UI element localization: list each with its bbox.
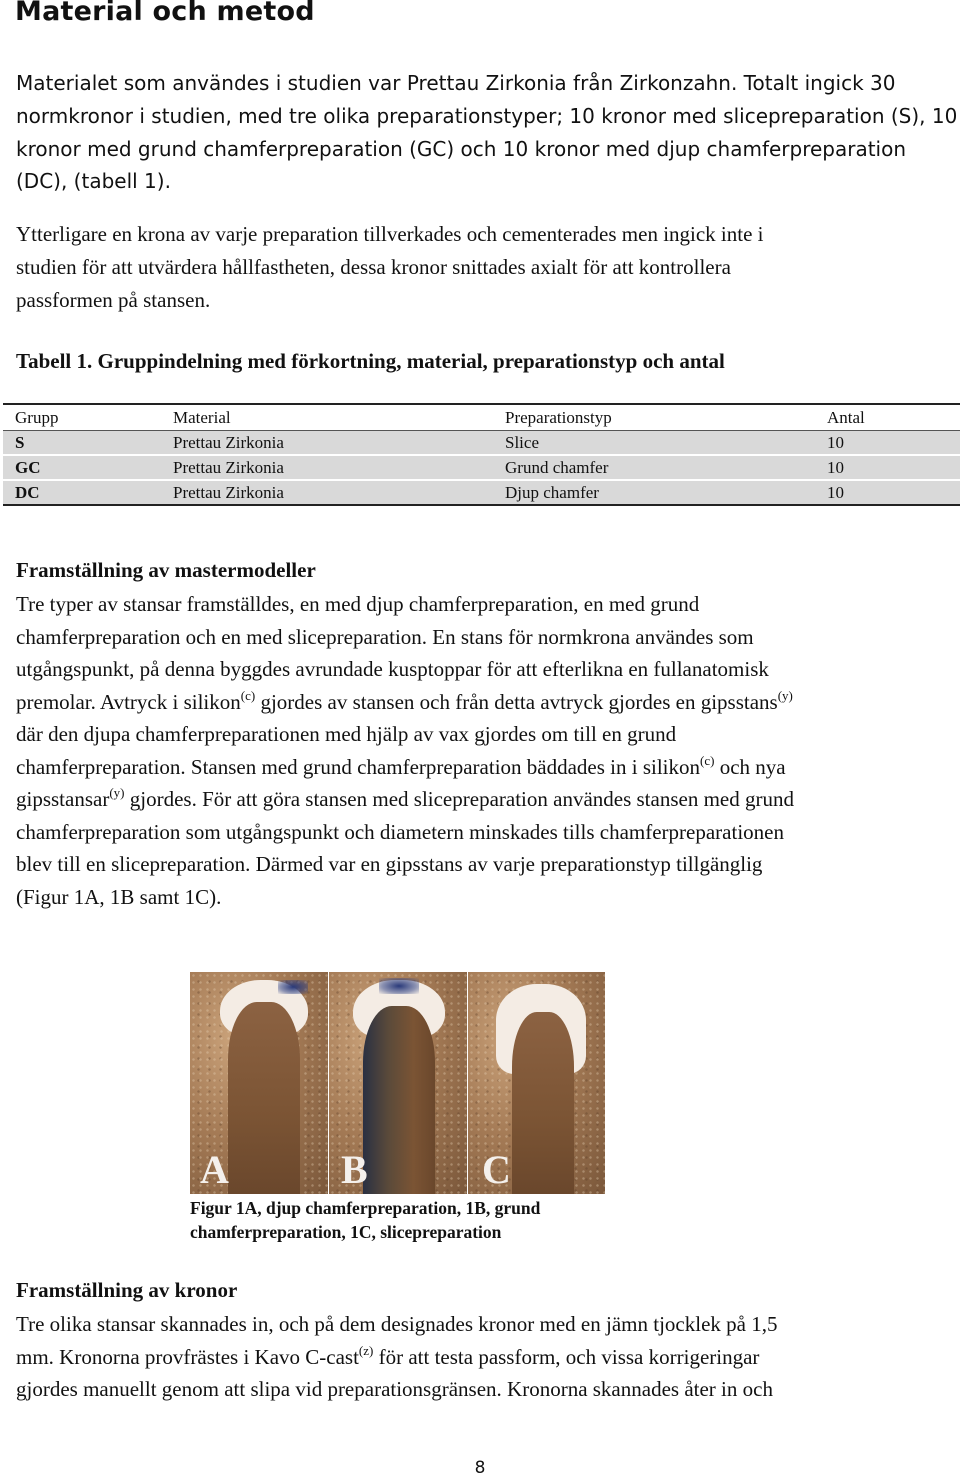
wax-mark xyxy=(379,978,419,994)
extra-paragraph xyxy=(16,218,946,316)
preparation-cell: Grund chamfer xyxy=(493,455,815,480)
extra-line: passformen på stansen. xyxy=(16,287,211,312)
header-cell: Grupp xyxy=(3,404,161,431)
count-cell: 10 xyxy=(815,455,960,480)
figure-caption-line: Figur 1A, djup chamferpreparation, 1B, grund xyxy=(190,1198,541,1218)
superscript: (c) xyxy=(700,752,715,768)
header-cell: Antal xyxy=(815,404,960,431)
section-title: Material och metod xyxy=(15,0,315,27)
table-caption: Tabell 1. Gruppindelning med förkortning, material, preparationstyp och antal xyxy=(16,349,725,373)
text-run: chamferpreparation. Stansen med grund chamferpreparation bäddades in i silikon xyxy=(16,754,701,779)
superscript: (z) xyxy=(358,1342,374,1358)
intro-line: kronor med grund chamferpreparation (GC) och 10 kronor med djup chamferpreparation xyxy=(16,136,907,161)
master-line: Tre typer av stansar framställdes, en med djup chamferpreparation, en med grund xyxy=(16,592,700,616)
table-row xyxy=(3,455,960,480)
group-cell: S xyxy=(3,431,161,456)
figure-caption-line: chamferpreparation, 1C, slicepreparation xyxy=(190,1222,502,1242)
figure-caption xyxy=(190,1196,630,1244)
die-photographs-figure xyxy=(190,972,605,1194)
superscript: (y) xyxy=(109,785,125,800)
master-line: blev till en slicepreparation. Därmed var en gipsstans av varje preparationstyp tillgänglig xyxy=(16,852,763,876)
panel-label: B xyxy=(341,1147,368,1192)
master-line: chamferpreparation som utgångspunkt och diametern minskades tills chamferpreparationen xyxy=(16,819,784,844)
group-cell: GC xyxy=(3,455,161,480)
header-cell: Preparationstyp xyxy=(493,404,815,431)
page-number: 8 xyxy=(474,1458,486,1478)
material-cell: Prettau Zirkonia xyxy=(161,480,493,505)
crowns-paragraph xyxy=(16,1308,946,1406)
panel-label: A xyxy=(200,1147,229,1192)
text-run: och nya xyxy=(714,754,786,779)
group-table xyxy=(3,403,960,506)
extra-line: studien för att utvärdera hållfastheten, dessa kronor snittades axialt för att kontrollera xyxy=(16,254,731,279)
material-cell: Prettau Zirkonia xyxy=(161,431,493,456)
text-run: gjordes av stansen och från detta avtryck gjordes en gipsstans xyxy=(255,689,778,714)
group-cell: DC xyxy=(3,480,161,505)
crowns-line: Tre olika stansar skannades in, och på dem designades kronor med en jämn tjocklek på 1,5 xyxy=(16,1312,778,1336)
master-line xyxy=(16,783,946,816)
intro-paragraph xyxy=(16,67,958,198)
master-line xyxy=(16,686,946,719)
master-line: (Figur 1A, 1B samt 1C). xyxy=(16,884,222,909)
crowns-heading: Framställning av kronor xyxy=(16,1278,238,1302)
figure-panel-a xyxy=(190,972,328,1194)
material-cell: Prettau Zirkonia xyxy=(161,455,493,480)
table-header-row xyxy=(3,404,960,431)
die-stump xyxy=(363,1006,435,1194)
figure-panel-b xyxy=(329,972,467,1194)
master-paragraph xyxy=(16,588,946,913)
count-cell: 10 xyxy=(815,431,960,456)
die-stump xyxy=(228,1002,300,1194)
text-run: gjordes. För att göra stansen med slicepreparation användes stansen med grund xyxy=(124,787,794,811)
text-run: mm. Kronorna provfrästes i Kavo C-cast xyxy=(16,1344,359,1369)
master-heading: Framställning av mastermodeller xyxy=(16,558,316,582)
text-run: för att testa passform, och vissa korrigeringar xyxy=(373,1344,760,1369)
crowns-line: gjordes manuellt genom att slipa vid preparationsgränsen. Kronorna skannades åter in och xyxy=(16,1377,773,1401)
master-line: chamferpreparation och en med slicepreparation. En stans för normkrona användes som xyxy=(16,624,754,649)
superscript: (y) xyxy=(777,687,793,703)
panel-label: C xyxy=(482,1147,511,1192)
wax-mark xyxy=(278,980,308,994)
master-line xyxy=(16,751,946,784)
master-line: utgångspunkt, på denna byggdes avrundade kusptoppar för att efterlikna en fullanatomisk xyxy=(16,657,769,681)
die-stump xyxy=(512,1012,574,1194)
figure-panel-c xyxy=(468,972,605,1194)
crowns-line xyxy=(16,1341,946,1374)
master-line: där den djupa chamferpreparationen med hjälp av vax gjordes om till en grund xyxy=(16,722,677,746)
superscript: (c) xyxy=(240,687,256,703)
table-row xyxy=(3,480,960,505)
preparation-cell: Slice xyxy=(493,431,815,456)
table-row xyxy=(3,431,960,456)
count-cell: 10 xyxy=(815,480,960,505)
preparation-cell: Djup chamfer xyxy=(493,480,815,505)
text-run: premolar. Avtryck i silikon xyxy=(16,689,241,714)
intro-line: normkronor i studien, med tre olika preparationstyper; 10 kronor med slicepreparation (S), 10 xyxy=(16,103,958,128)
text-run: gipsstansar xyxy=(16,787,110,811)
intro-line: (DC), (tabell 1). xyxy=(16,169,171,194)
intro-line: Materialet som användes i studien var Prettau Zirkonia från Zirkonzahn. Totalt ingick 30 xyxy=(16,71,896,95)
extra-line: Ytterligare en krona av varje preparation tillverkades och cementerades men ingick inte i xyxy=(16,222,764,246)
header-cell: Material xyxy=(161,404,493,431)
